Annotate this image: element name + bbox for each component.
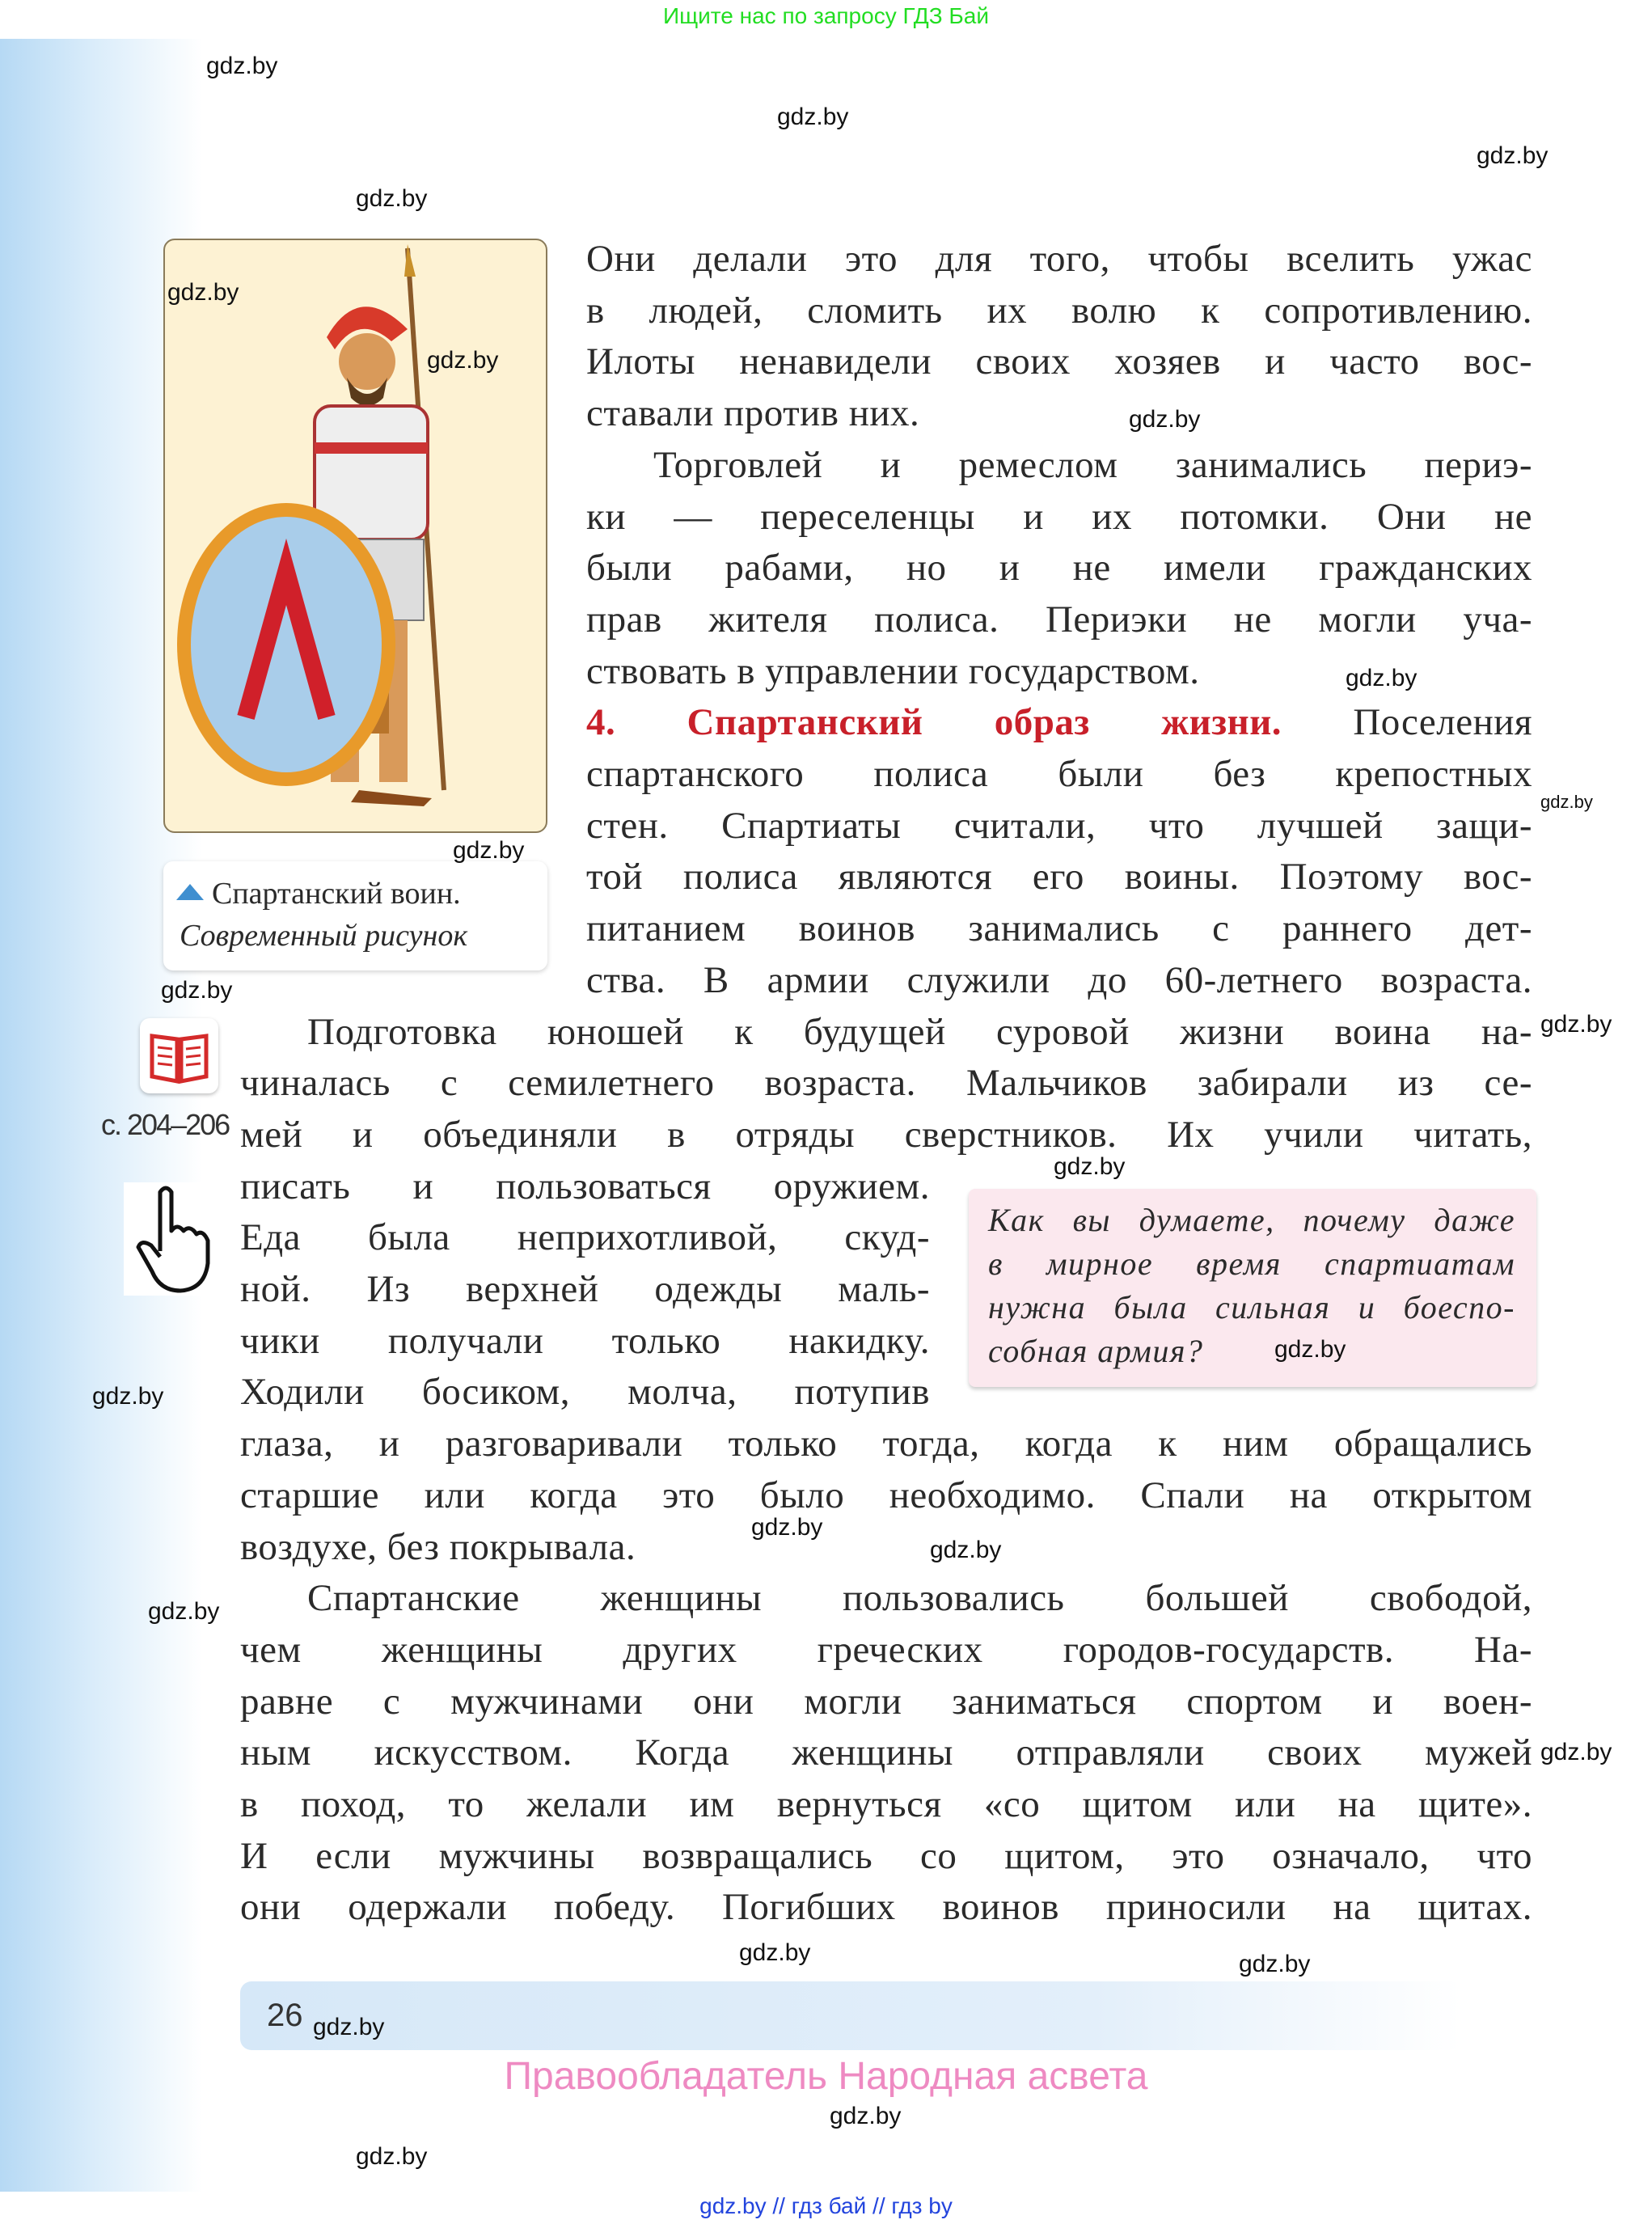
text-line-content: в поход, то желали им вернуться «со щитом или на щите». — [240, 1783, 1532, 1825]
text-line-content: чем женщины других греческих городов-государств. На- — [240, 1628, 1532, 1671]
watermark: gdz.by — [830, 2103, 902, 2129]
text-line-content: Илоты ненавидели своих хозяев и часто вос- — [586, 340, 1532, 383]
text-line — [586, 903, 1532, 954]
top-search-note: Ищите нас по запросу ГДЗ Бай — [662, 3, 990, 28]
text-line-content: мей и объединяли в отряды сверстников. Их учили читать, — [240, 1113, 1532, 1156]
text-line-content: спартанского полиса были без крепостных — [586, 753, 1532, 795]
text-line — [307, 1572, 1532, 1624]
text-line — [653, 439, 1532, 491]
text-line-content: ствовать в управлении государством. — [586, 649, 1200, 692]
text-line-content: они одержали победу. Погибших воинов приносили на щитах. — [240, 1886, 1532, 1929]
text-line-content: стен. Спартиаты считали, что лучшей защи- — [586, 804, 1532, 847]
text-line — [240, 1418, 1532, 1469]
watermark: gdz.by — [1239, 1951, 1311, 1977]
watermark: gdz.by — [751, 1514, 823, 1541]
text-line — [307, 1006, 1532, 1058]
watermark: gdz.by — [148, 1598, 220, 1625]
text-line — [586, 491, 1532, 543]
text-line-content: равне с мужчинами они могли заниматься спортом и воен- — [240, 1680, 1532, 1723]
text-line — [240, 1676, 1532, 1727]
section-heading: 4. Спартанский образ жизни. — [586, 701, 1282, 744]
text-line-content: Они делали это для того, чтобы вселить ужас — [586, 238, 1532, 280]
text-line — [240, 1161, 930, 1212]
question-line: нужна была сильная и боеспо- — [988, 1289, 1515, 1326]
text-line — [240, 1727, 1532, 1778]
text-line-content: питанием воинов занимались с раннего дет- — [586, 907, 1532, 950]
watermark: gdz.by — [313, 2014, 385, 2040]
text-line — [240, 1211, 930, 1263]
watermark: gdz.by — [161, 977, 233, 1004]
text-line — [586, 954, 1532, 1006]
text-line-content: старшие или когда это было необходимо. Спали на открытом — [240, 1474, 1532, 1516]
text-line — [586, 851, 1532, 903]
text-line-content: прав жителя полиса. Периэки не могли уча- — [586, 598, 1532, 641]
watermark: gdz.by — [453, 837, 525, 864]
caption-title: Спартанский воин. — [212, 877, 461, 911]
text-line — [586, 696, 1532, 748]
watermark: gdz.by — [1540, 1011, 1612, 1038]
text-line-content: чики получали только накидку. — [240, 1319, 930, 1362]
caption-subtitle: Современный рисунок — [180, 919, 468, 953]
text-line — [586, 387, 1532, 439]
text-line-content: ным искусством. Когда женщины отправляли своих мужей — [240, 1731, 1532, 1774]
text-line-content: ставали против них. — [586, 392, 920, 435]
pointing-hand-icon — [124, 1182, 225, 1296]
text-line-content: в людей, сломить их волю к сопротивлению. — [586, 289, 1532, 332]
watermark: gdz.by — [1129, 406, 1201, 433]
text-line-content: той полиса являются его воины. Поэтому вос- — [586, 856, 1532, 898]
text-line-content: глаза, и разговаривали только тогда, когда к ним обращались — [240, 1423, 1532, 1465]
text-line-content: Еда была неприхотливой, скуд- — [240, 1216, 930, 1259]
question-line: в мирное время спартиатам — [988, 1245, 1515, 1282]
watermark: gdz.by — [739, 1939, 811, 1966]
text-line — [586, 233, 1532, 285]
book-icon[interactable] — [140, 1018, 218, 1093]
text-line — [240, 1109, 1532, 1161]
text-line-content: Торговлей и ремеслом занимались периэ- — [653, 443, 1532, 486]
text-line-content: ки — переселенцы и их потомки. Они не — [586, 495, 1532, 538]
watermark: gdz.by — [427, 347, 499, 374]
watermark: gdz.by — [777, 104, 849, 130]
watermark: gdz.by — [206, 53, 278, 79]
text-line — [240, 1366, 930, 1418]
spartan-warrior-illustration — [163, 239, 547, 833]
question-box — [969, 1189, 1536, 1387]
text-line — [586, 594, 1532, 645]
watermark: gdz.by — [1540, 792, 1593, 812]
watermark: gdz.by — [1477, 142, 1548, 169]
rights-holder: Правообладатель Народная асвета — [504, 2055, 1148, 2098]
text-line — [240, 1263, 930, 1315]
text-line-content: ной. Из верхней одежды маль- — [240, 1268, 930, 1310]
watermark: gdz.by — [930, 1537, 1002, 1563]
watermark: gdz.by — [1346, 665, 1418, 691]
text-line — [240, 1881, 1532, 1933]
watermark: gdz.by — [1054, 1153, 1126, 1180]
footer-bar — [240, 1981, 1461, 2050]
text-line — [586, 800, 1532, 852]
site-links[interactable]: gdz.by // гдз бай // гдз by — [699, 2193, 953, 2218]
text-line-content: Ходили босиком, молча, потупив — [240, 1371, 930, 1414]
page-reference[interactable]: с. 204–206 — [101, 1108, 230, 1141]
watermark: gdz.by — [167, 279, 239, 306]
text-line-content: чиналась с семилетнего возраста. Мальчиков забирали из се- — [240, 1062, 1532, 1105]
text-line-content: Подготовка юношей к будущей суровой жизни воина на- — [307, 1010, 1532, 1053]
watermark: gdz.by — [92, 1383, 164, 1410]
text-line — [240, 1057, 1532, 1109]
text-line — [586, 285, 1532, 336]
text-line — [240, 1830, 1532, 1882]
page-number: 26 — [267, 1998, 303, 2033]
text-line-content: воздухе, без покрывала. — [240, 1525, 636, 1568]
triangle-pointer-icon — [176, 884, 204, 900]
watermark: gdz.by — [1274, 1336, 1346, 1363]
question-line: Как вы думаете, почему даже — [988, 1202, 1515, 1238]
text-line — [586, 336, 1532, 387]
text-line — [586, 748, 1532, 800]
text-line-content: Спартанские женщины пользовались большей свободой, — [307, 1577, 1532, 1620]
text-line-content: Поселения — [1353, 701, 1532, 744]
text-line — [586, 542, 1532, 594]
text-line — [240, 1778, 1532, 1830]
text-line-content: писать и пользоваться оружием. — [240, 1165, 930, 1207]
text-line-content: И если мужчины возвращались со щитом, это означало, что — [240, 1834, 1532, 1877]
text-line-content: были рабами, но и не имели гражданских — [586, 547, 1532, 590]
watermark: gdz.by — [356, 2143, 428, 2170]
text-line — [240, 1315, 930, 1367]
watermark: gdz.by — [356, 185, 428, 212]
text-line-content: ства. В армии служили до 60-летнего возраста. — [586, 958, 1532, 1001]
text-line — [240, 1624, 1532, 1676]
figure-caption — [163, 861, 547, 970]
watermark: gdz.by — [1540, 1739, 1612, 1765]
question-line: собная армия? — [988, 1333, 1204, 1369]
text-line — [240, 1469, 1532, 1521]
text-line — [240, 1521, 1532, 1573]
